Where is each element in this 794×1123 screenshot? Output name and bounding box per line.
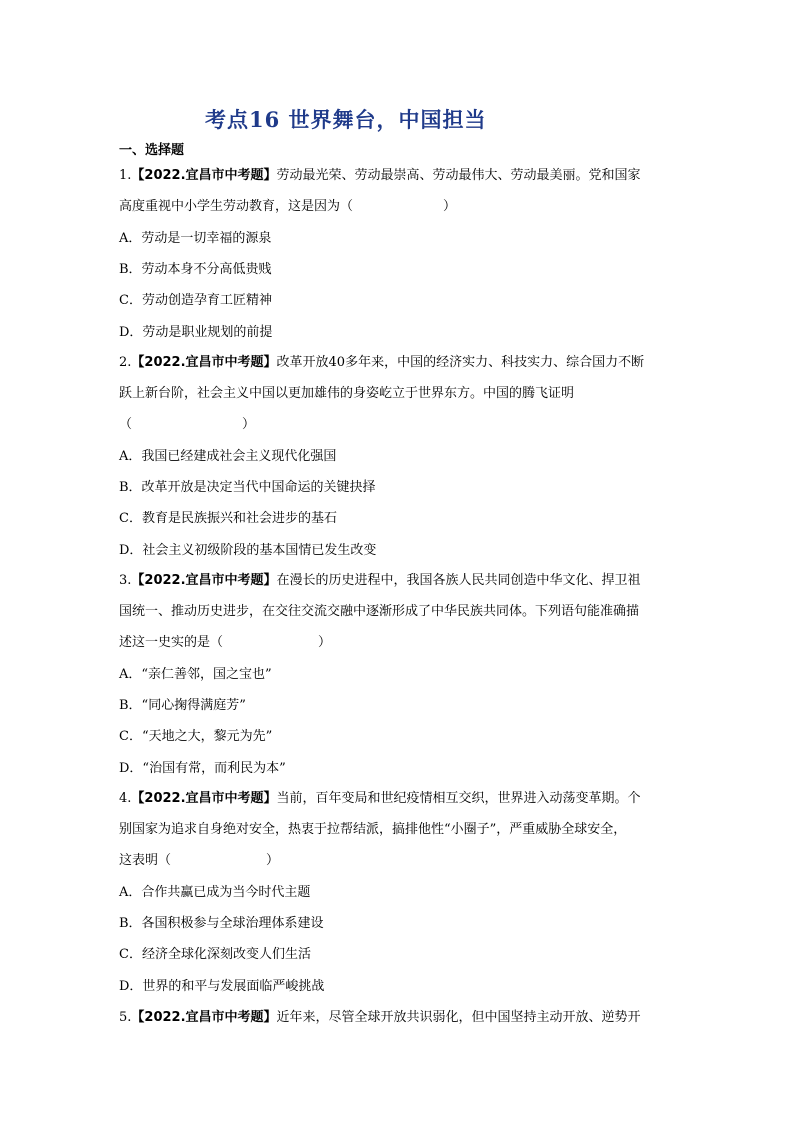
- question-1-option-a: A．劳动是一切幸福的源泉: [119, 231, 272, 246]
- page-title: 考点16 世界舞台，中国担当: [205, 107, 487, 132]
- question-1-option-c: C．劳动创造孕育工匠精神: [119, 293, 272, 308]
- question-2-line-3: （ ）: [119, 417, 256, 432]
- question-1-option-b: B．劳动本身不分高低贵贱: [119, 262, 272, 277]
- question-3-option-d: D．“治国有常，而利民为本”: [119, 761, 286, 776]
- question-3-line-1: 3.【2022.宜昌市中考题】在漫长的历史进程中，我国各族人民共同创造中华文化、捍卫祖: [119, 573, 641, 588]
- question-5-line-1: 5.【2022.宜昌市中考题】近年来，尽管全球开放共识弱化，但中国坚持主动开放、逆势开: [119, 1010, 641, 1025]
- question-3-source: 【2022.宜昌市中考题】: [131, 573, 277, 588]
- question-1-option-d: D．劳动是职业规划的前提: [119, 325, 273, 340]
- section-heading: 一、选择题: [119, 143, 185, 158]
- question-4-option-b: B．各国积极参与全球治理体系建设: [119, 916, 324, 931]
- question-3-option-b: B．“同心掬得满庭芳”: [119, 698, 246, 713]
- question-4-option-a: A．合作共赢已成为当今时代主题: [119, 885, 311, 900]
- question-4-option-c: C．经济全球化深刻改变人们生活: [119, 947, 311, 962]
- question-2-line-2: 跃上新台阶，社会主义中国以更加雄伟的身姿屹立于世界东方。中国的腾飞证明: [119, 386, 575, 401]
- question-2-option-a: A．我国已经建成社会主义现代化强国: [119, 449, 337, 464]
- question-1-source: 【2022.宜昌市中考题】: [131, 168, 277, 183]
- question-4-source: 【2022.宜昌市中考题】: [131, 791, 277, 806]
- question-5-source: 【2022.宜昌市中考题】: [131, 1010, 277, 1025]
- question-4-line-1: 4.【2022.宜昌市中考题】当前，百年变局和世纪疫情相互交织，世界进入动荡变革期。个: [119, 791, 641, 806]
- question-1-line-1: 1.【2022.宜昌市中考题】劳动最光荣、劳动最崇高、劳动最伟大、劳动最美丽。党和国家: [119, 168, 641, 183]
- question-3-line-3: 述这一史实的是（ ）: [119, 635, 332, 650]
- question-2-source: 【2022.宜昌市中考题】: [131, 355, 277, 370]
- question-4-line-3: 这表明（ ）: [119, 853, 280, 868]
- question-1-line-2: 高度重视中小学生劳动教育，这是因为（ ）: [119, 199, 457, 214]
- question-4-option-d: D．世界的和平与发展面临严峻挑战: [119, 979, 325, 994]
- question-3-option-c: C．“天地之大，黎元为先”: [119, 729, 273, 744]
- question-3-option-a: A．“亲仁善邻，国之宝也”: [119, 667, 272, 682]
- question-2-option-b: B．改革开放是决定当代中国命运的关键抉择: [119, 480, 376, 495]
- question-2-option-c: C．教育是民族振兴和社会进步的基石: [119, 511, 337, 526]
- question-4-line-2: 别国家为追求自身绝对安全，热衷于拉帮结派，搞排他性“小圈子”，严重威胁全球安全，: [119, 822, 627, 837]
- question-2-line-1: 2.【2022.宜昌市中考题】改革开放40多年来，中国的经济实力、科技实力、综合国力不断: [119, 355, 645, 370]
- question-2-option-d: D．社会主义初级阶段的基本国情已发生改变: [119, 543, 377, 558]
- question-3-line-2: 国统一、推动历史进步，在交往交流交融中逐渐形成了中华民族共同体。下列语句能准确描: [119, 604, 640, 619]
